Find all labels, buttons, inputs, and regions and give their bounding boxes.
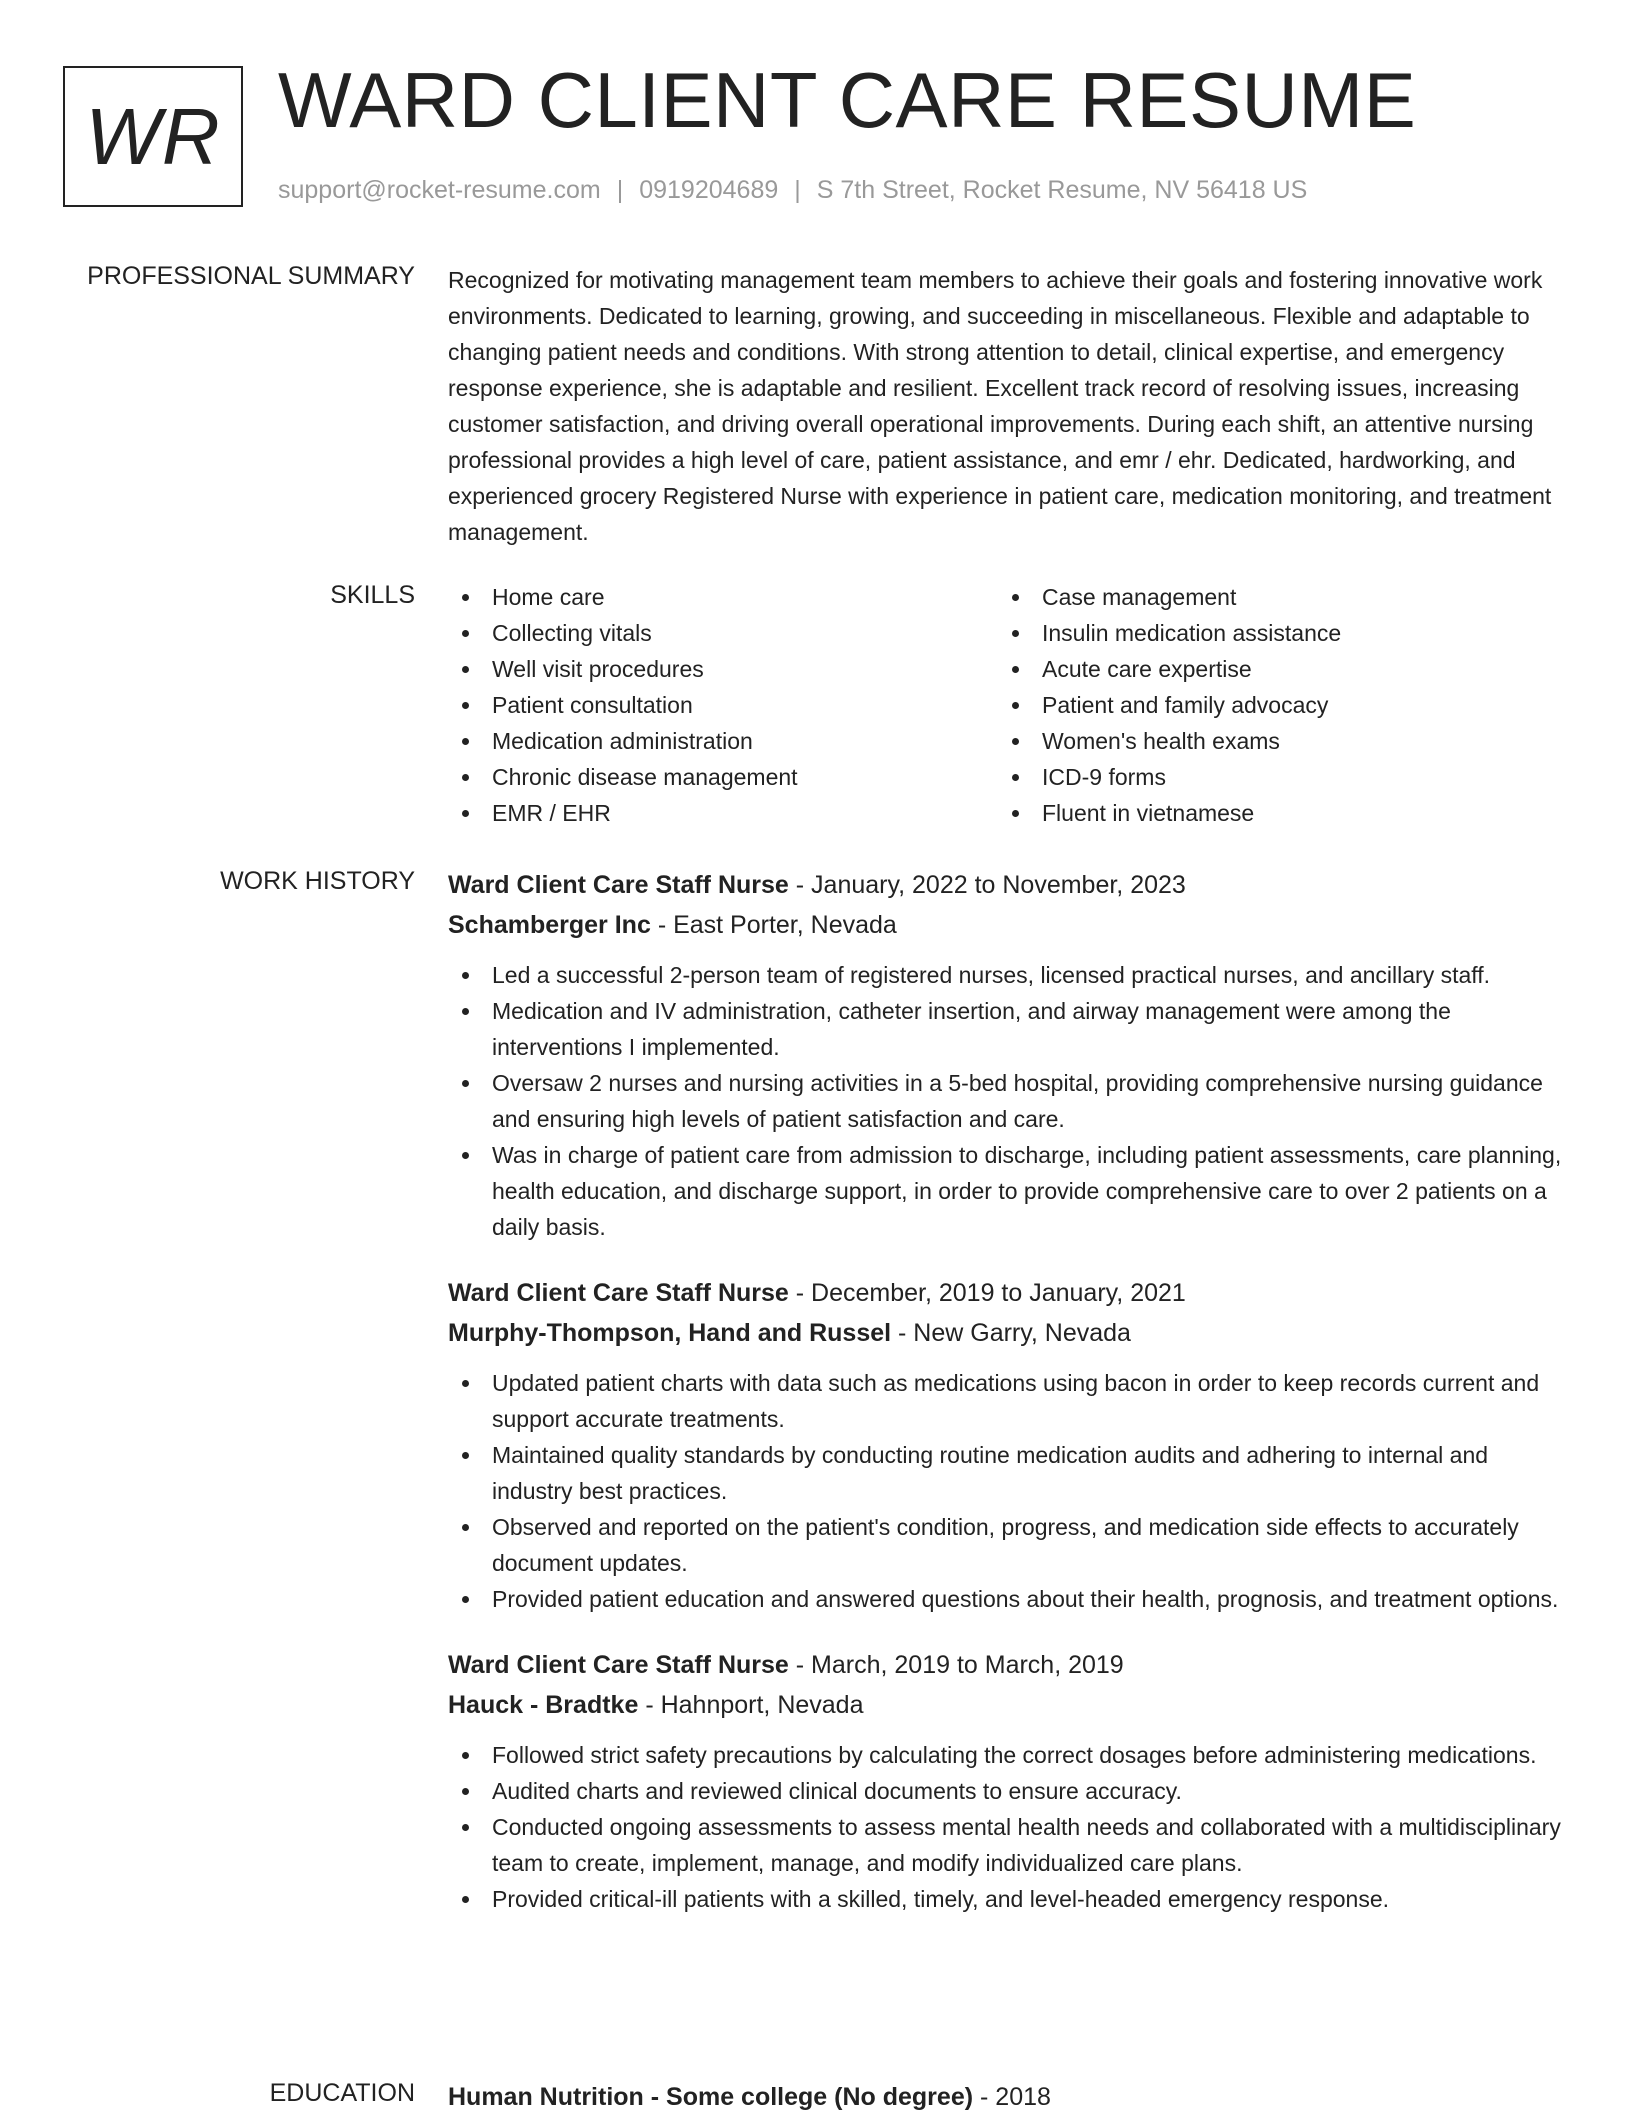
summary-label: PROFESSIONAL SUMMARY xyxy=(87,262,415,290)
job-bullets xyxy=(448,1737,1568,1917)
job-dates: - December, 2019 to January, 2021 xyxy=(795,1279,1186,1307)
job-title: Ward Client Care Staff Nurse xyxy=(448,1279,789,1307)
job-bullet: Oversaw 2 nurses and nursing activities in a 5-bed hospital, providing comprehensive nursing guidance and ensuring high levels of patient satisfaction and care. xyxy=(448,1065,1568,1137)
company-line xyxy=(448,905,1568,945)
company-location: - New Garry, Nevada xyxy=(898,1319,1131,1347)
skills-label: SKILLS xyxy=(330,581,415,609)
skills-list-right xyxy=(998,579,1548,831)
education-line xyxy=(448,2077,1568,2117)
company-name: Hauck - Bradtke xyxy=(448,1691,639,1719)
skill-item: Well visit procedures xyxy=(448,651,998,687)
job-dates: - January, 2022 to November, 2023 xyxy=(795,871,1186,899)
job-dates: - March, 2019 to March, 2019 xyxy=(795,1651,1124,1679)
contact-phone: 0919204689 xyxy=(639,176,779,204)
job-bullet: Audited charts and reviewed clinical documents to ensure accuracy. xyxy=(448,1773,1568,1809)
contact-email: support@rocket-resume.com xyxy=(278,176,601,204)
work-history-label: WORK HISTORY xyxy=(220,867,415,895)
job-bullet: Maintained quality standards by conducting routine medication audits and adhering to internal and industry best practices. xyxy=(448,1437,1568,1509)
job-bullet: Medication and IV administration, catheter insertion, and airway management were among the interventions I implemented. xyxy=(448,993,1568,1065)
company-location: - East Porter, Nevada xyxy=(657,911,897,939)
job-title: Ward Client Care Staff Nurse xyxy=(448,1651,789,1679)
job-bullet: Followed strict safety precautions by calculating the correct dosages before administering medications. xyxy=(448,1737,1568,1773)
education-degree: Human Nutrition - Some college (No degree) xyxy=(448,2083,974,2111)
job-bullets xyxy=(448,1365,1568,1617)
company-name: Schamberger Inc xyxy=(448,911,651,939)
contact-address: S 7th Street, Rocket Resume, NV 56418 US xyxy=(816,176,1308,204)
skill-item: Medication administration xyxy=(448,723,998,759)
job-bullet: Updated patient charts with data such as medications using bacon in order to keep records current and support accurate treatments. xyxy=(448,1365,1568,1437)
skill-item: EMR / EHR xyxy=(448,795,998,831)
skill-item: Acute care expertise xyxy=(998,651,1548,687)
company-name: Murphy-Thompson, Hand and Russel xyxy=(448,1319,892,1347)
skill-item: Collecting vitals xyxy=(448,615,998,651)
job-title: Ward Client Care Staff Nurse xyxy=(448,871,789,899)
job-title-line xyxy=(448,1273,1568,1313)
job-entry xyxy=(448,1273,1568,1617)
job-bullet: Conducted ongoing assessments to assess mental health needs and collaborated with a multidisciplinary team to create, implement, manage, and modify individualized care plans. xyxy=(448,1809,1568,1881)
monogram-initials: WR xyxy=(85,91,221,181)
skill-item: Women's health exams xyxy=(998,723,1548,759)
education-year: - 2018 xyxy=(980,2083,1051,2111)
contact-separator: | xyxy=(616,176,624,204)
job-bullet: Provided critical-ill patients with a skilled, timely, and level-headed emergency response. xyxy=(448,1881,1568,1917)
skill-item: Fluent in vietnamese xyxy=(998,795,1548,831)
job-bullets xyxy=(448,957,1568,1245)
job-title-line xyxy=(448,865,1568,905)
job-entry xyxy=(448,865,1568,1245)
company-location: - Hahnport, Nevada xyxy=(645,1691,864,1719)
job-entry xyxy=(448,1645,1568,1917)
skill-item: Insulin medication assistance xyxy=(998,615,1548,651)
job-bullet: Led a successful 2-person team of registered nurses, licensed practical nurses, and ancillary staff. xyxy=(448,957,1568,993)
skill-item: Patient consultation xyxy=(448,687,998,723)
job-bullet: Observed and reported on the patient's condition, progress, and medication side effects to accurately document updates. xyxy=(448,1509,1568,1581)
job-bullet: Was in charge of patient care from admission to discharge, including patient assessments, care planning, health education, and discharge support, in order to provide comprehensive care to over 2 patients on a daily basis. xyxy=(448,1137,1568,1245)
contact-separator: | xyxy=(794,176,801,204)
skill-item: Chronic disease management xyxy=(448,759,998,795)
skills-list-left xyxy=(448,579,998,831)
skill-item: Patient and family advocacy xyxy=(998,687,1548,723)
company-line xyxy=(448,1313,1568,1353)
company-line xyxy=(448,1685,1568,1725)
education-label: EDUCATION xyxy=(269,2079,415,2107)
summary-text: Recognized for motivating management team members to achieve their goals and fostering innovative work environments. Dedicated to learning, growing, and succeeding in miscellaneous. Flexible and adaptable to changing patient needs and conditions. With strong attention to detail, clinical expertise, and emergency response experience, she is adaptable and resilient. Excellent track record of resolving issues, increasing customer satisfaction, and driving overall operational improvements. During each shift, an attentive nursing professional provides a high level of care, patient assistance, and emr / ehr. Dedicated, hardworking, and experienced grocery Registered Nurse with experience in patient care, medication monitoring, and treatment management. xyxy=(448,267,1552,545)
job-bullet: Provided patient education and answered questions about their health, prognosis, and treatment options. xyxy=(448,1581,1568,1617)
skill-item: ICD-9 forms xyxy=(998,759,1548,795)
skill-item: Case management xyxy=(998,579,1548,615)
resume-title: WARD CLIENT CARE RESUME xyxy=(278,56,1417,144)
contact-line xyxy=(278,176,1307,205)
monogram-box xyxy=(63,66,243,207)
skill-item: Home care xyxy=(448,579,998,615)
job-title-line xyxy=(448,1645,1568,1685)
